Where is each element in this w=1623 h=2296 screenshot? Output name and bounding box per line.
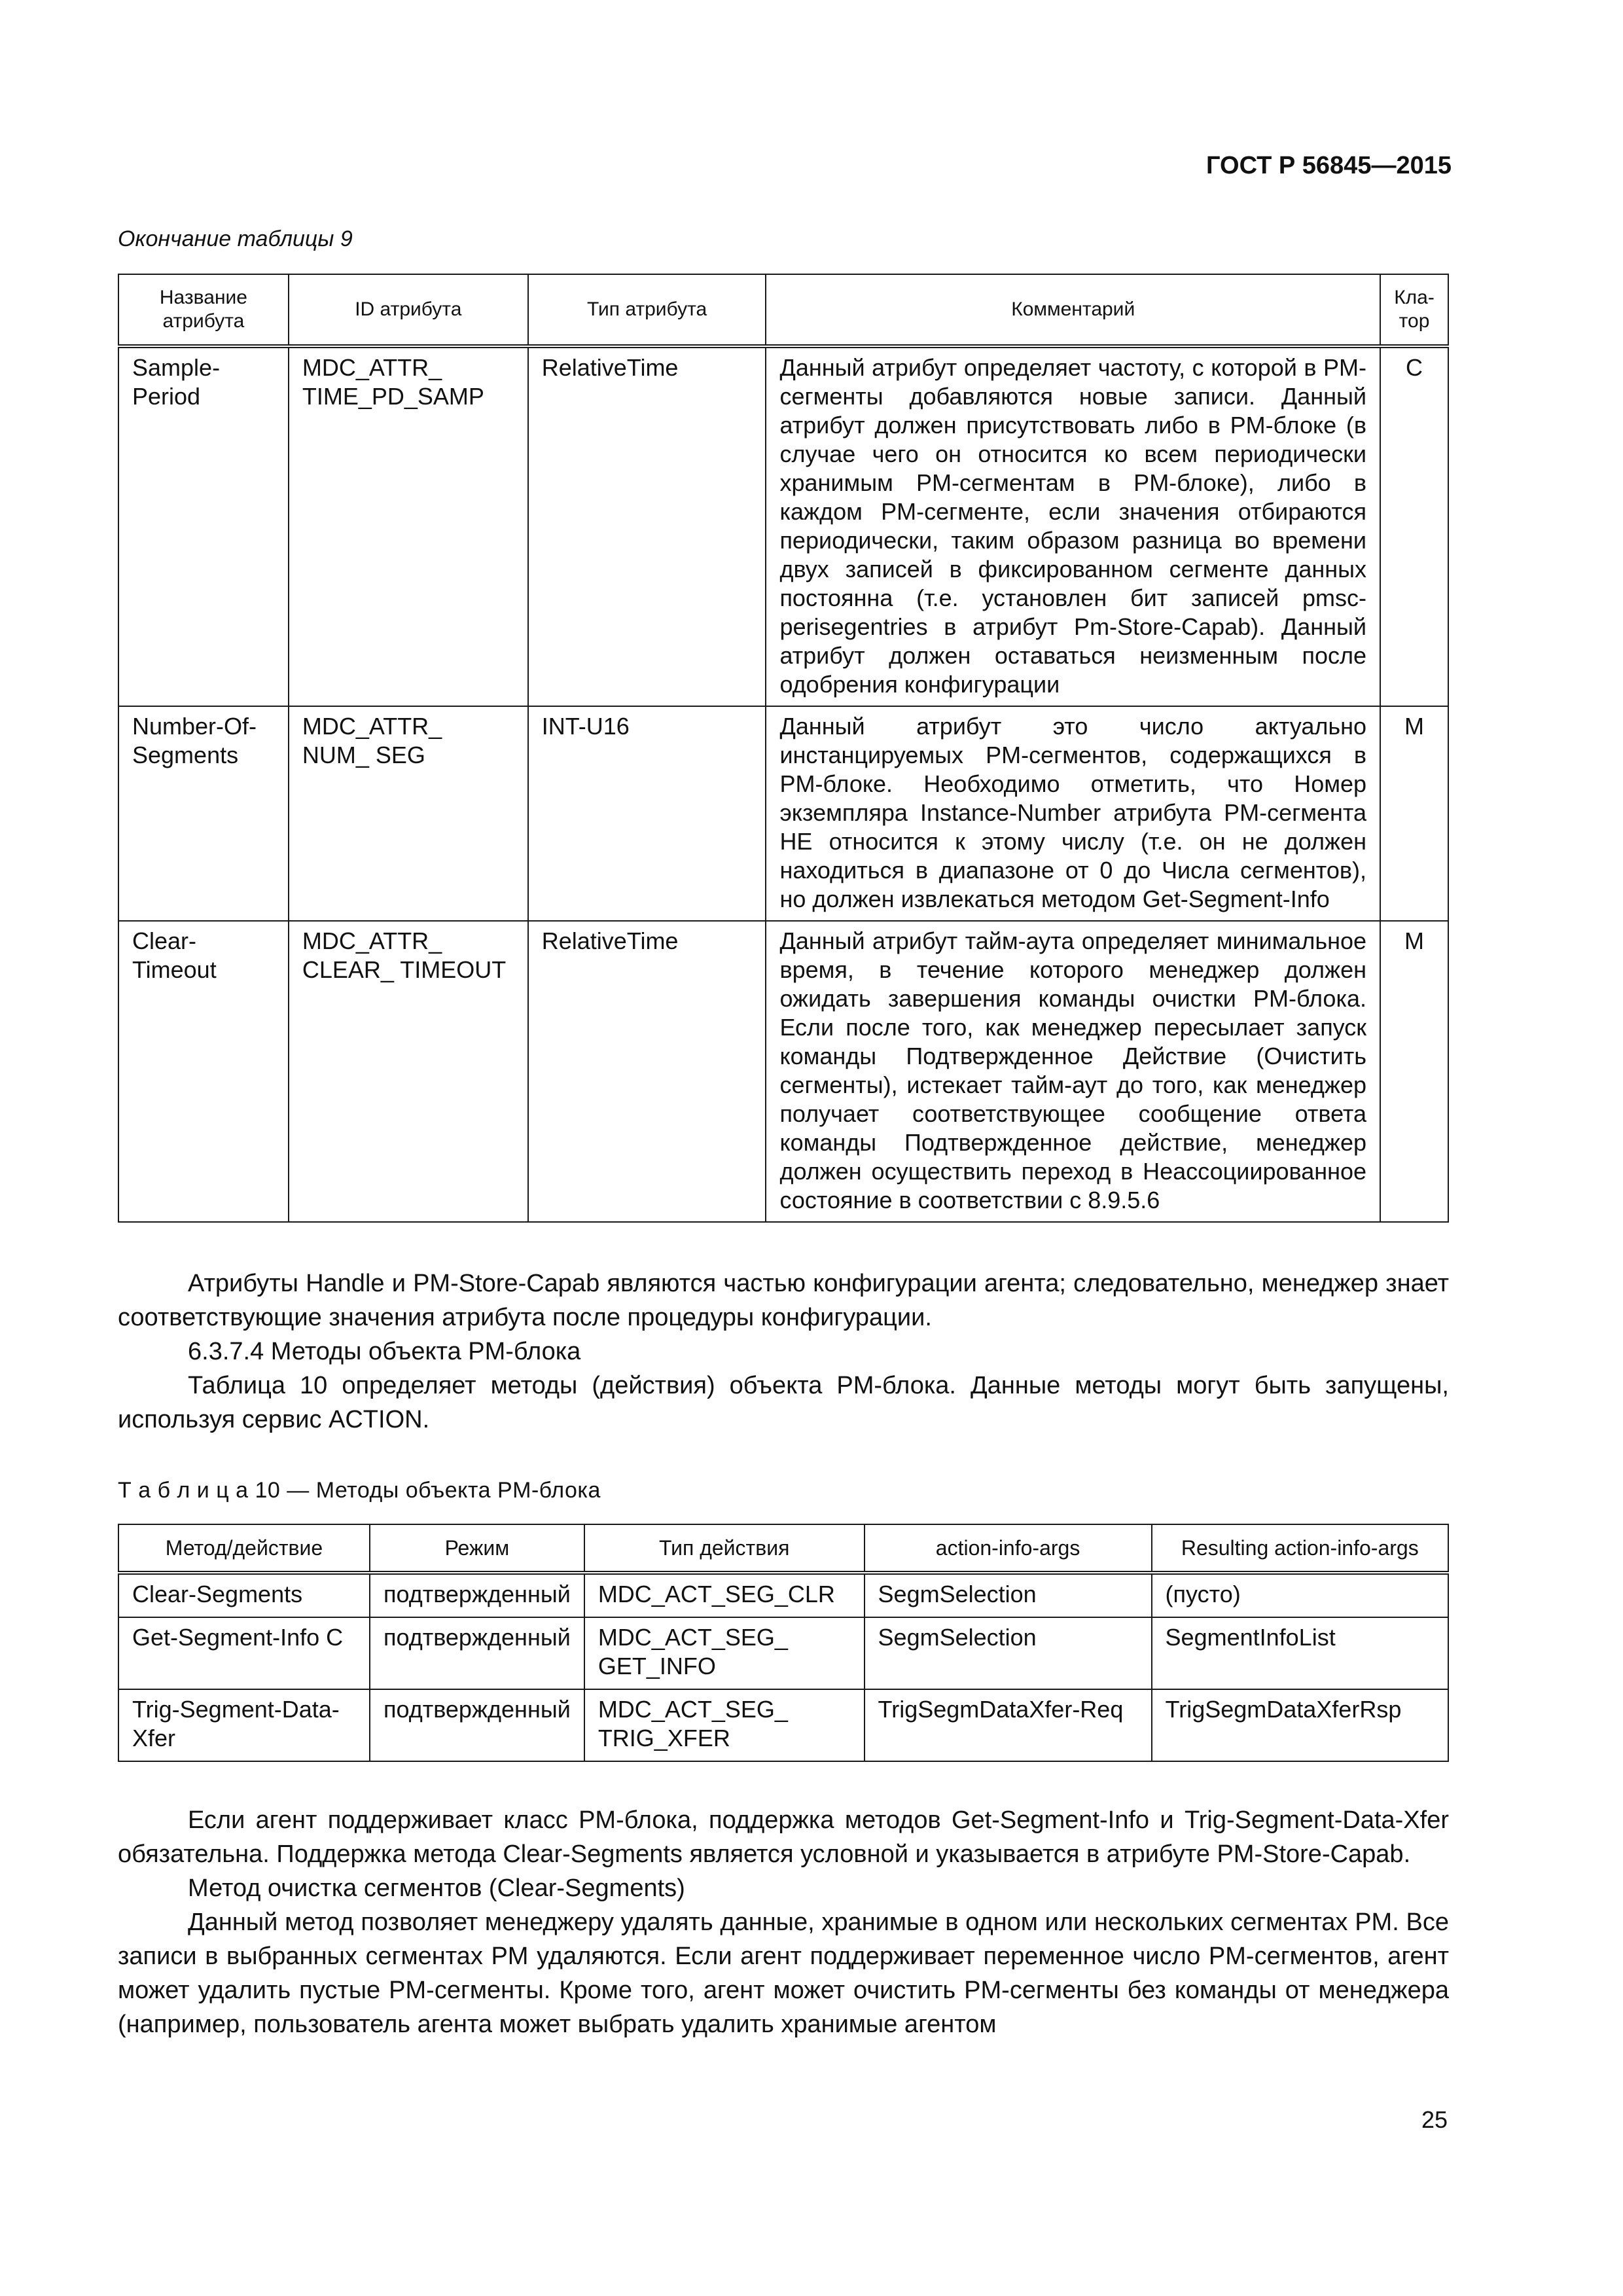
column-header: Тип действия [584, 1524, 865, 1573]
section-heading: 6.3.7.4 Методы объекта PM-блока [188, 1338, 581, 1365]
table-row [118, 1617, 1448, 1689]
body-text-upper [118, 1266, 1449, 1437]
mode-cell: подтвержденный [370, 1617, 584, 1689]
mode-cell: подтвержденный [370, 1689, 584, 1761]
attribute-type-cell: RelativeTime [528, 921, 766, 1222]
column-header: Название атрибута [118, 274, 289, 346]
table-header-row [118, 274, 1448, 346]
attributes-table [118, 274, 1449, 1223]
column-header: Режим [370, 1524, 584, 1573]
attribute-qualifier-cell: M [1380, 706, 1448, 921]
result-cell: (пусто) [1152, 1573, 1448, 1617]
attribute-id-cell: MDC_ATTR_ CLEAR_ TIMEOUT [289, 921, 528, 1222]
action-type-cell: MDC_ACT_SEG_ GET_INFO [584, 1617, 865, 1689]
method-cell: Get-Segment-Info C [118, 1617, 370, 1689]
args-cell: TrigSegmDataXfer-Req [865, 1689, 1152, 1761]
method-cell: Trig-Segment-Data-Xfer [118, 1689, 370, 1761]
attribute-name-cell: Clear-Timeout [118, 921, 289, 1222]
result-cell: SegmentInfoList [1152, 1617, 1448, 1689]
table-continuation-label: Окончание таблицы 9 [118, 226, 353, 251]
standard-code: ГОСТ Р 56845—2015 [1206, 152, 1452, 179]
attribute-comment-cell: Данный атрибут определяет частоту, с которой в PM-сегменты добавляются новые записи. Данный атрибут должен присутствовать либо в PM-блоке (в случае чего он относится ко всем периодически хранимым PM-сегментам в PM-блоке), либо в каждом PM-сегменте, если значения отбираются периодически, таким образом разница во времени двух записей в фиксированном сегменте данных постоянна (т.е. установлен бит записей pmsc-perisegentries в атрибут Pm-Store-Capab). Данный атрибут должен оставаться неизменным после одобрения конфигурации [766, 346, 1380, 706]
table-caption: Т а б л и ц а 10 — Методы объекта PM-блока [118, 1478, 601, 1503]
attribute-type-cell: INT-U16 [528, 706, 766, 921]
attribute-comment-cell: Данный атрибут это число актуально инстанцируемых PM-сегментов, содержащихся в PM-блоке. Необходимо отметить, что Номер экземпляра Instance-Number атрибута PM-сегмента НЕ относится к этому числу (т.е. он не должен находиться в диапазоне от 0 до Числа сегментов), но должен извлекаться методом Get-Segment-Info [766, 706, 1380, 921]
subheading: Метод очистка сегментов (Clear-Segments) [188, 1874, 685, 1902]
table-row [118, 921, 1448, 1222]
column-header: Комментарий [766, 274, 1380, 346]
body-text-lower [118, 1803, 1449, 2041]
column-header: ID атрибута [289, 274, 528, 346]
result-cell: TrigSegmDataXferRsp [1152, 1689, 1448, 1761]
method-cell: Clear-Segments [118, 1573, 370, 1617]
mode-cell: подтвержденный [370, 1573, 584, 1617]
column-header: Метод/действие [118, 1524, 370, 1573]
attribute-qualifier-cell: M [1380, 921, 1448, 1222]
attribute-id-cell: MDC_ATTR_ NUM_ SEG [289, 706, 528, 921]
args-cell: SegmSelection [865, 1573, 1152, 1617]
table-row [118, 346, 1448, 706]
paragraph: Таблица 10 определяет методы (действия) объекта PM-блока. Данные методы могут быть запущены, используя сервис ACTION. [118, 1372, 1449, 1433]
args-cell: SegmSelection [865, 1617, 1152, 1689]
attribute-name-cell: Sample-Period [118, 346, 289, 706]
attribute-name-cell: Number-Of-Segments [118, 706, 289, 921]
attribute-id-cell: MDC_ATTR_ TIME_PD_SAMP [289, 346, 528, 706]
page-number: 25 [1421, 2106, 1448, 2133]
attribute-comment-cell: Данный атрибут тайм-аута определяет минимальное время, в течение которого менеджер должен ожидать завершения команды очистки PM-блока. Если после того, как менеджер пересылает запуск команды Подтвержденное Действие (Очистить сегменты), истекает тайм-аут до того, как менеджер получает соответствующее сообщение ответа команды Подтвержденное действие, менеджер должен осуществить переход в Неассоциированное состояние в соответствии с 8.9.5.6 [766, 921, 1380, 1222]
paragraph: Данный метод позволяет менеджеру удалять данные, хранимые в одном или нескольких сегментах PM. Все записи в выбранных сегментах PM удаляются. Если агент поддерживает переменное число PM-сегментов, агент может удалить пустые PM-сегменты. Кроме того, агент может очистить PM-сегменты без команды от менеджера (например, пользователь агента может выбрать удалить хранимые агентом [118, 1909, 1449, 2038]
table-row [118, 1573, 1448, 1617]
attribute-qualifier-cell: C [1380, 346, 1448, 706]
table-row [118, 706, 1448, 921]
paragraph: Атрибуты Handle и PM-Store-Capab являются частью конфигурации агента; следовательно, менеджер знает соответствующие значения атрибута после процедуры конфигурации. [118, 1270, 1449, 1331]
column-header: action-info-args [865, 1524, 1152, 1573]
paragraph: Если агент поддерживает класс PM-блока, поддержка методов Get-Segment-Info и Trig-Segment-Data-Xfer обязательна. Поддержка метода Clear-Segments является условной и указывается в атрибуте PM-Store-Capab. [118, 1806, 1449, 1868]
action-type-cell: MDC_ACT_SEG_CLR [584, 1573, 865, 1617]
column-header: Resulting action-info-args [1152, 1524, 1448, 1573]
attribute-type-cell: RelativeTime [528, 346, 766, 706]
column-header: Тип атрибута [528, 274, 766, 346]
action-type-cell: MDC_ACT_SEG_ TRIG_XFER [584, 1689, 865, 1761]
table-header-row [118, 1524, 1448, 1573]
table-row [118, 1689, 1448, 1761]
column-header: Кла-тор [1380, 274, 1448, 346]
methods-table [118, 1524, 1449, 1762]
